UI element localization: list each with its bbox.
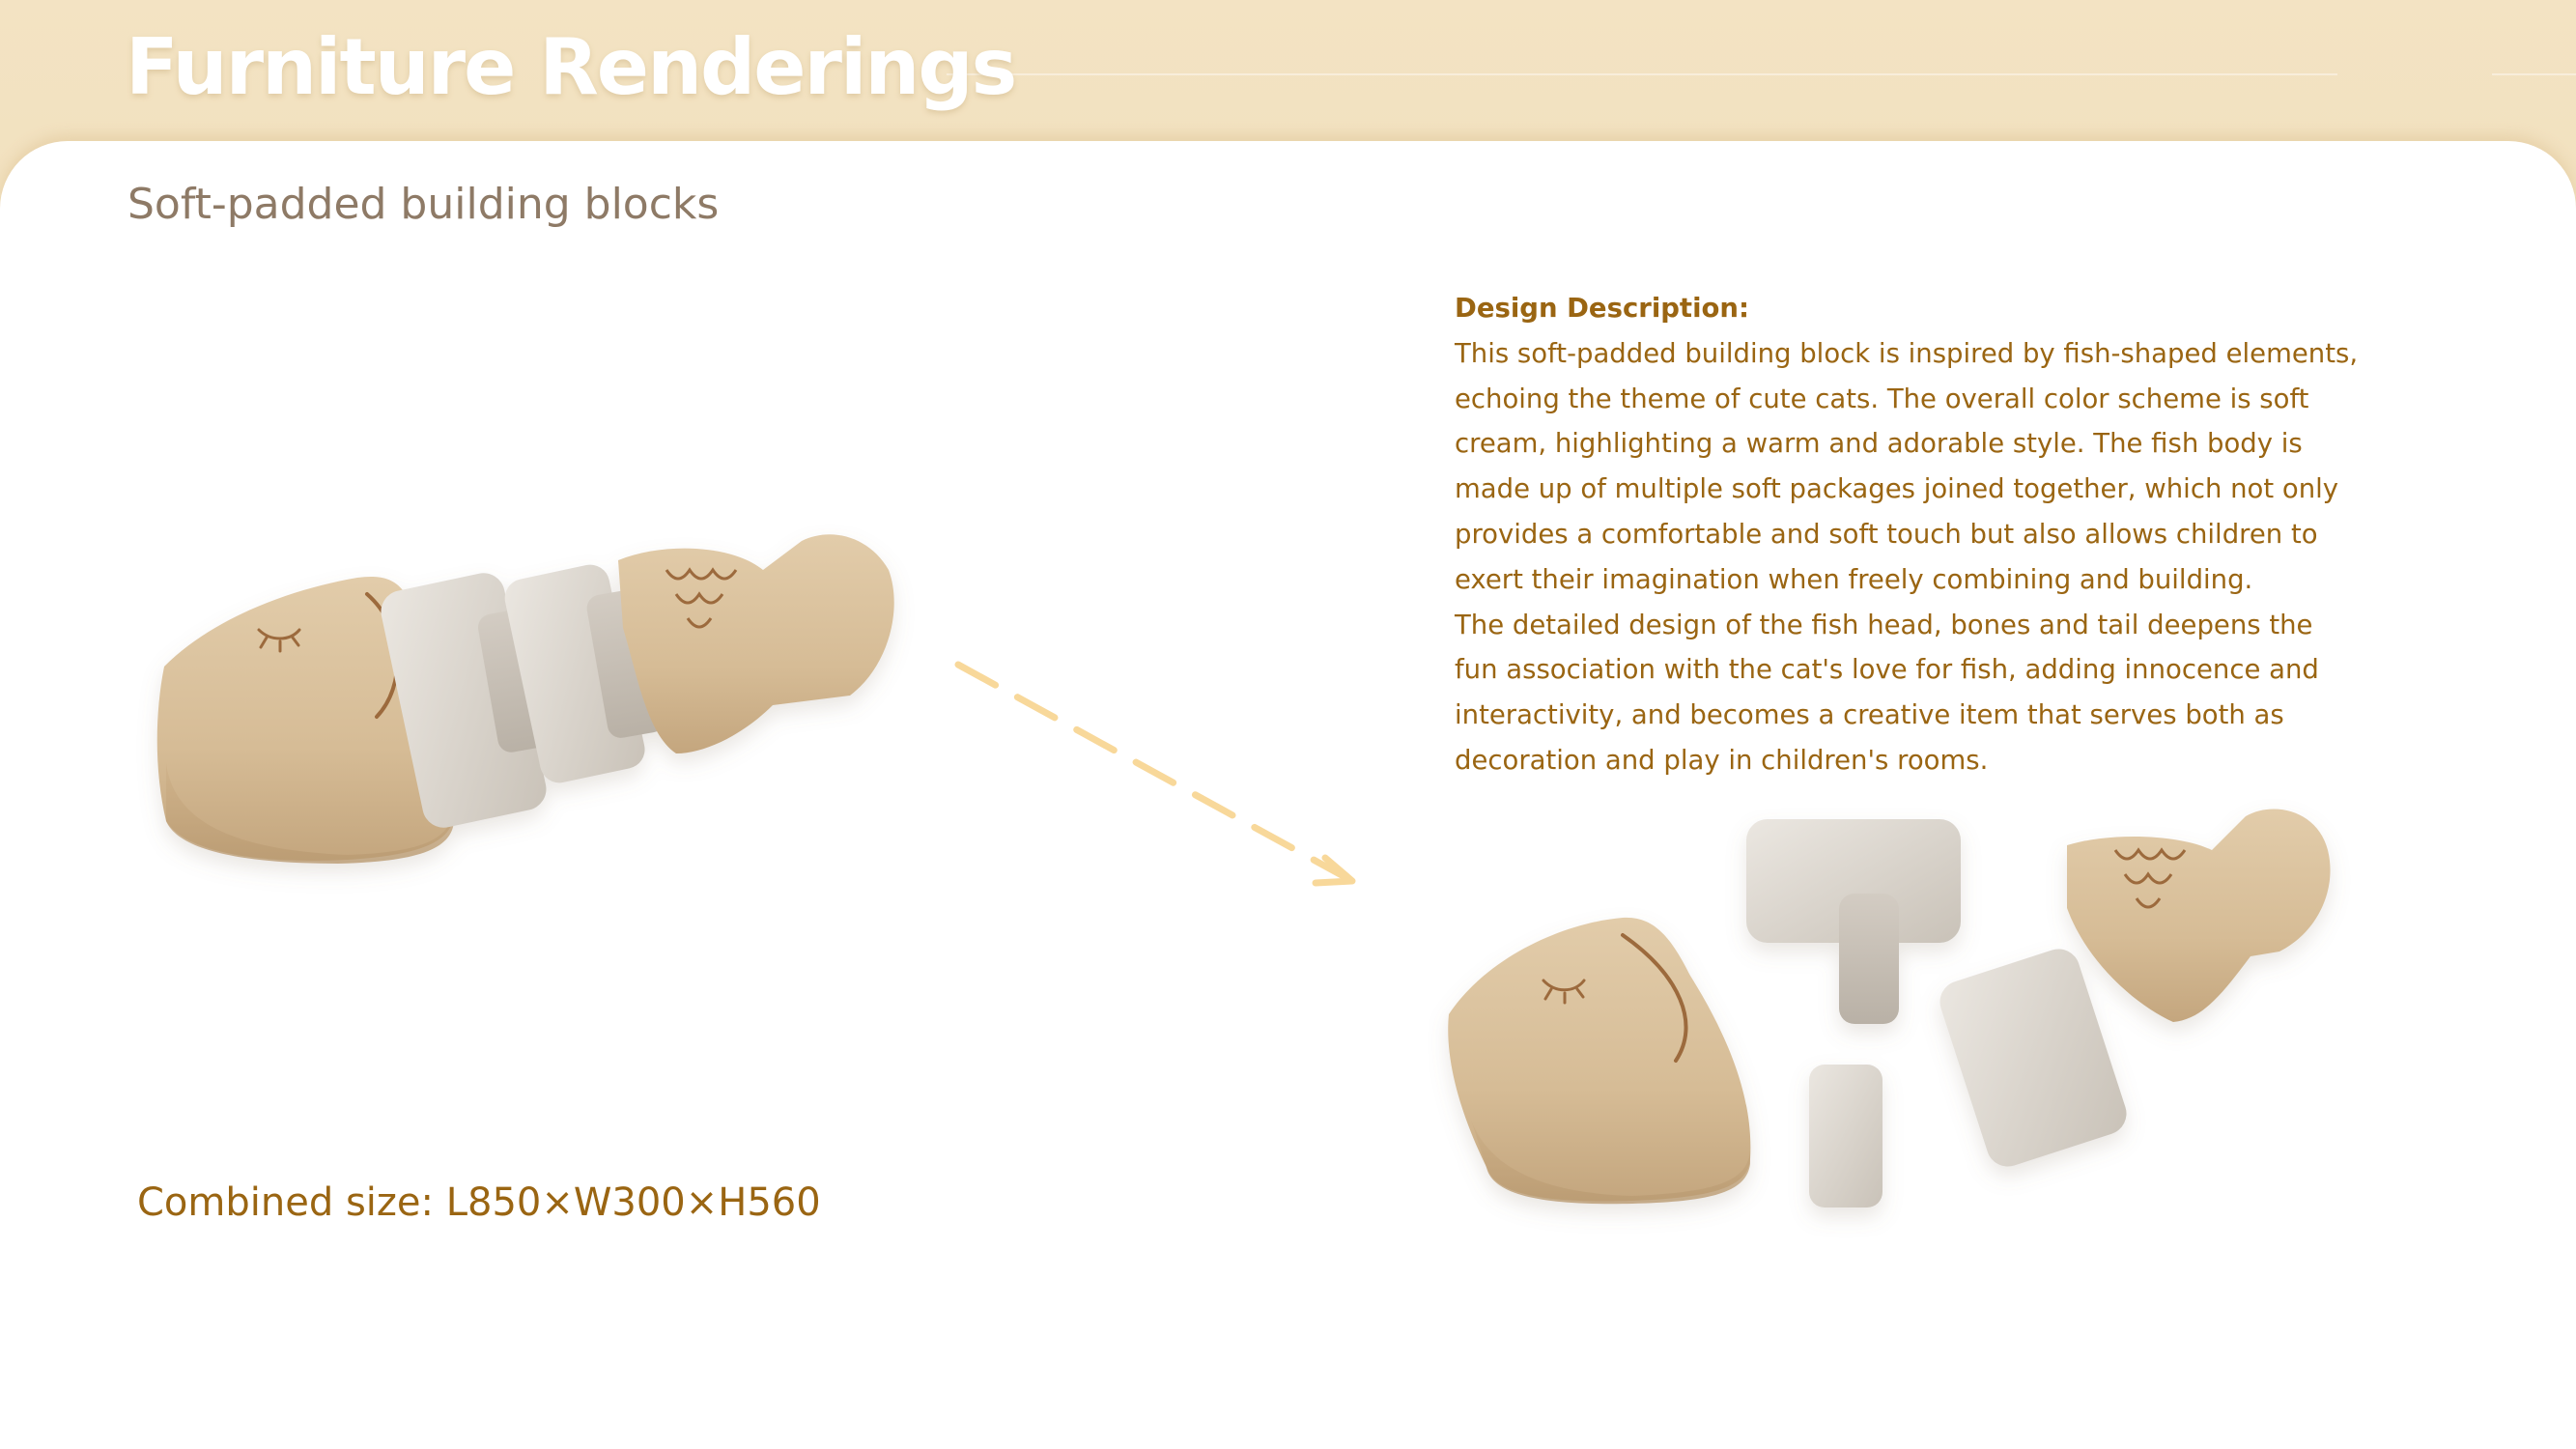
design-description: [1455, 286, 2363, 783]
combined-size-label: Combined size:: [137, 1180, 434, 1225]
page-subtitle: Soft-padded building blocks: [127, 180, 720, 229]
disassembled-fish-rendering: [1448, 810, 2330, 1208]
fish-tail-block: [618, 534, 894, 753]
fish-bone-block: [1809, 1065, 1882, 1208]
design-description-paragraph: The detailed design of the fish head, bones and tail deepens the fun association with the cat's love for fish, adding innocence and interactivity, and becomes a creative item that serves both as decoration and play in children's rooms.: [1455, 609, 2319, 776]
fish-tail-block: [2067, 810, 2331, 1022]
combined-size-value: L850×W300×H560: [445, 1180, 821, 1225]
fish-bone-block: [1839, 894, 1899, 1024]
design-description-heading: Design Description:: [1455, 293, 1749, 324]
dashed-arrow-icon: [958, 665, 1352, 883]
page-title: Furniture Renderings: [126, 22, 1016, 112]
design-description-paragraph: This soft-padded building block is inspired by fish-shaped elements, echoing the theme of cute cats. The overall color scheme is soft cream, highlighting a warm and adorable style. The fish body is made up of multiple soft packages joined together, which not only provides a comfortable and soft touch but also allows children to exert their imagination when freely combining and building.: [1455, 337, 2359, 595]
assembled-fish-rendering: [157, 534, 894, 864]
combined-size: [137, 1180, 821, 1225]
fish-bone-block: [1935, 944, 2132, 1173]
